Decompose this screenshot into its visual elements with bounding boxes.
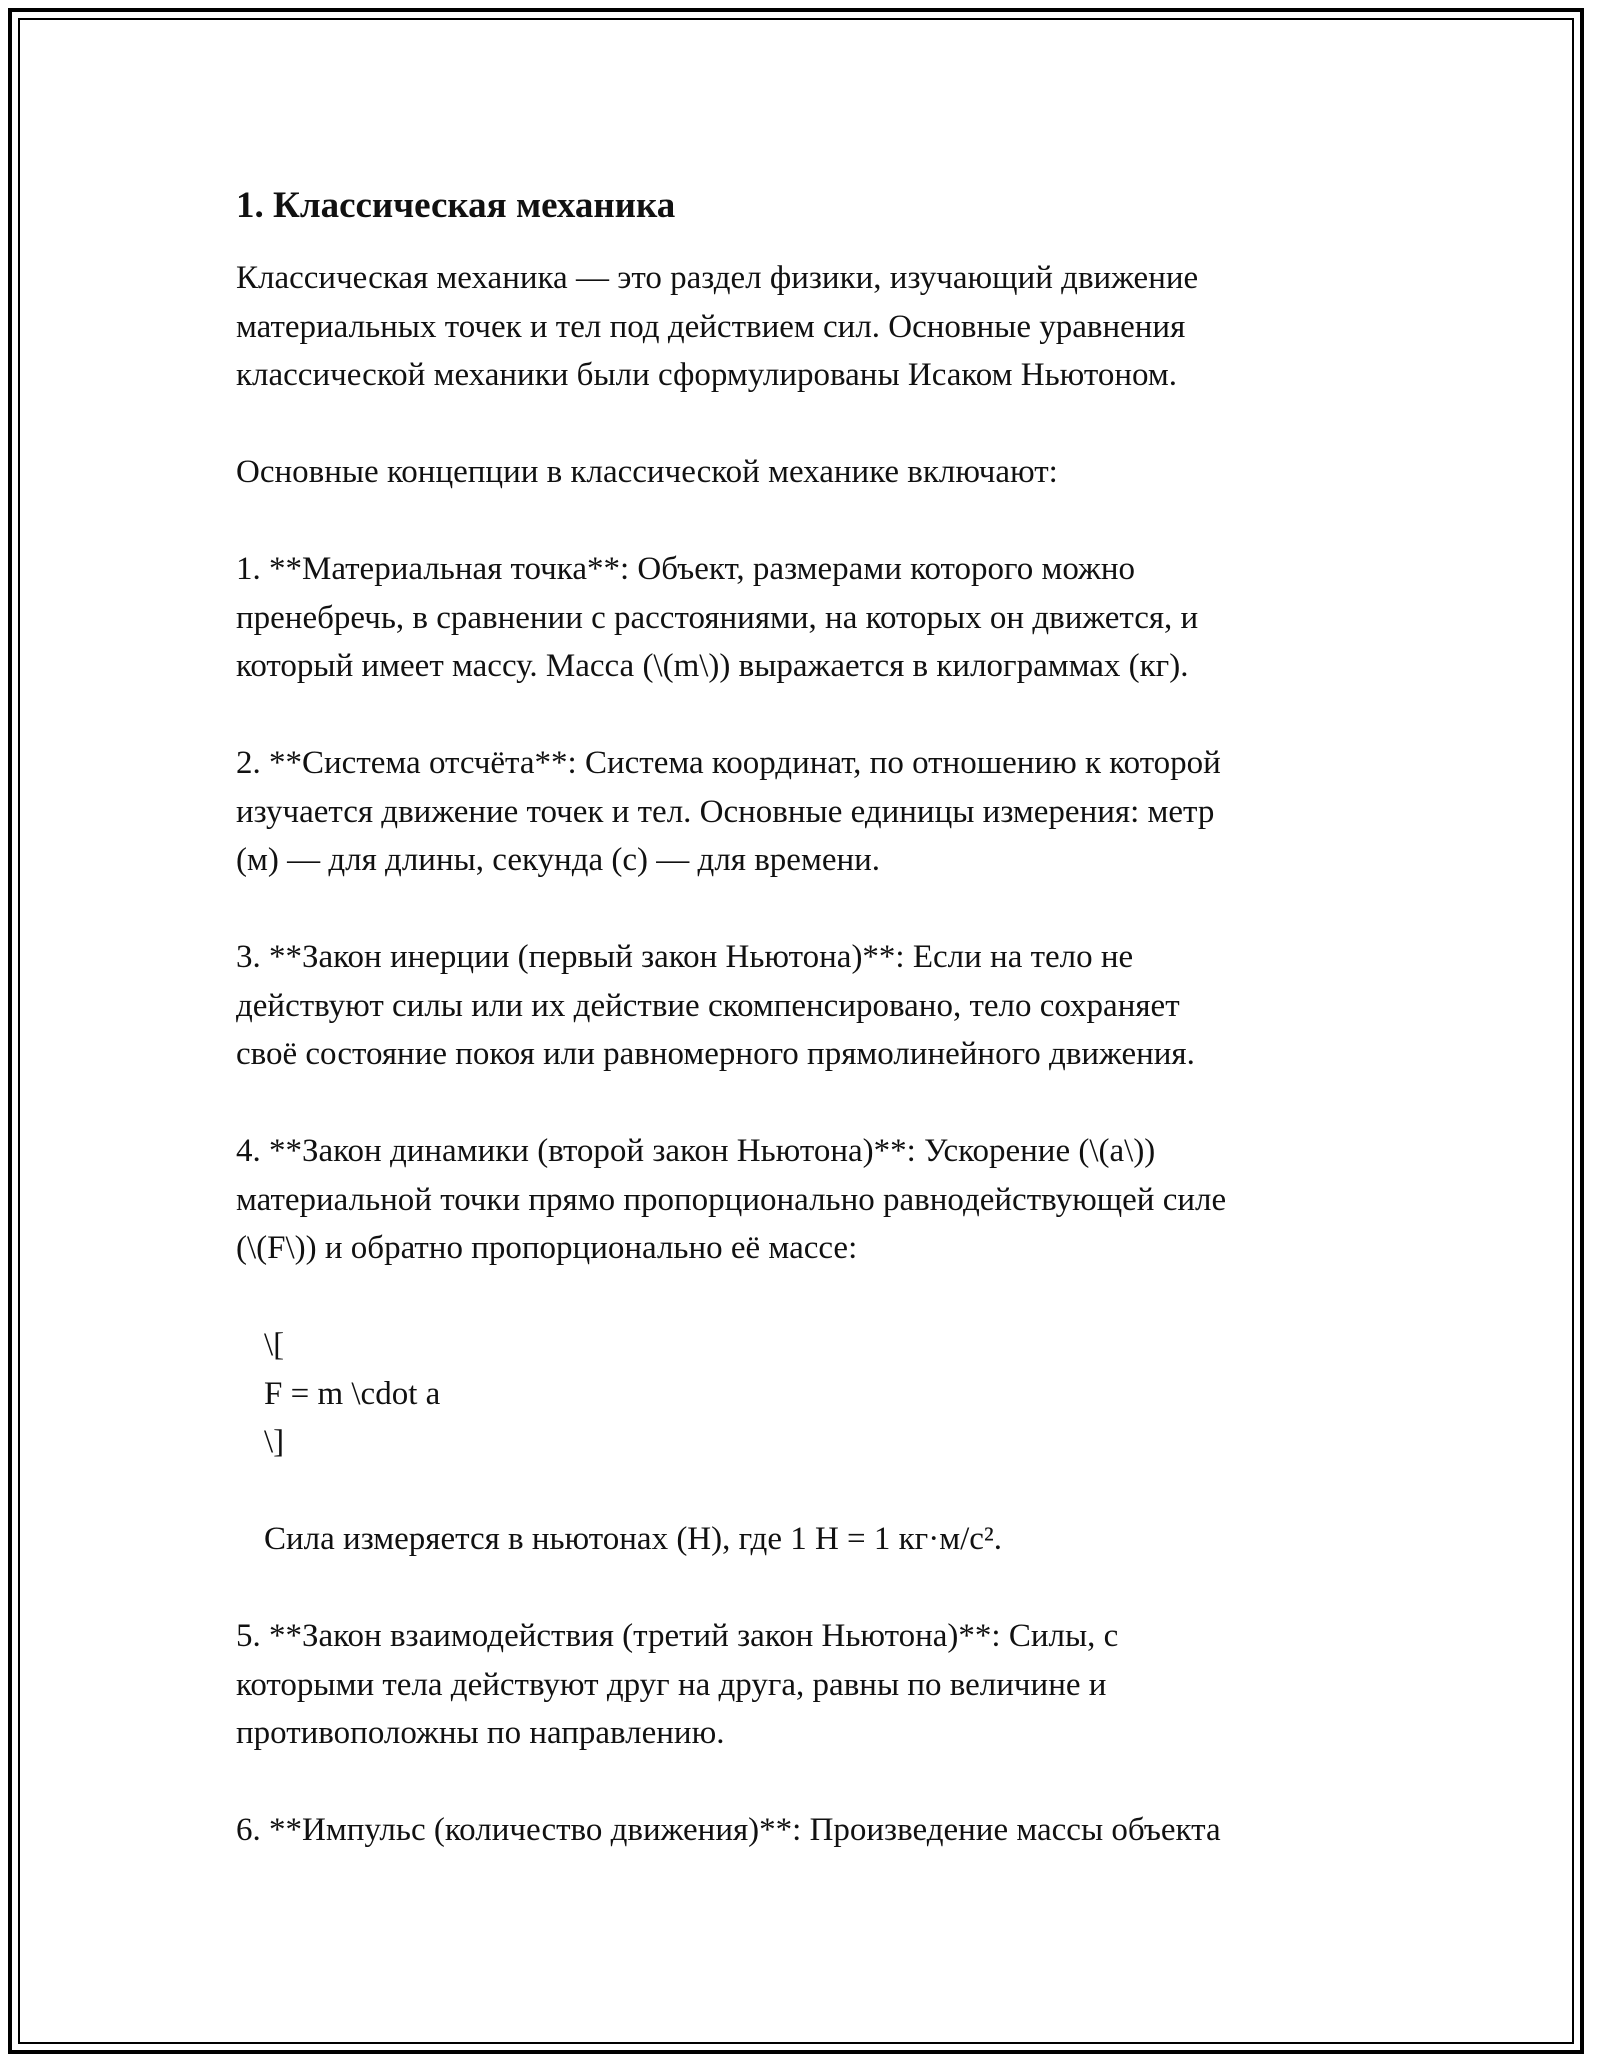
text-line: 6. **Импульс (количество движения)**: Произведение массы объекта <box>236 1812 1221 1848</box>
formula-line: \[ <box>264 1327 285 1363</box>
text-line: изучается движение точек и тел. Основные единицы измерения: метр <box>236 793 1215 830</box>
list-item-dynamics-law <box>236 1127 1396 1273</box>
formula-line: \] <box>264 1424 285 1460</box>
text-line: 5. **Закон взаимодействия (третий закон Ньютона)**: Силы, с <box>236 1618 1119 1654</box>
text-line: Классическая механика — это раздел физики, изучающий движение <box>236 260 1199 296</box>
text-line: 1. **Материальная точка**: Объект, размерами которого можно <box>236 551 1136 587</box>
concepts-lead-paragraph <box>236 448 1396 497</box>
text-line: своё состояние покоя или равномерного прямолинейного движения. <box>236 1036 1195 1072</box>
text-line: 2. **Система отсчёта**: Система координат, по отношению к которой <box>236 745 1221 781</box>
text-line: 4. **Закон динамики (второй закон Ньютона)**: Ускорение (\(a\)) <box>236 1133 1156 1169</box>
text-line: Сила измеряется в ньютонах (Н), где 1 Н = 1 кг·м/с². <box>264 1521 1003 1557</box>
formula-line: F = m \cdot a <box>264 1375 441 1412</box>
section-heading: 1. Классическая механика <box>236 185 676 226</box>
list-item-reference-frame <box>236 739 1396 885</box>
list-item-material-point <box>236 545 1396 691</box>
force-units-paragraph <box>236 1515 1396 1564</box>
text-line: пренебречь, в сравнении с расстояниями, на которых он движется, и <box>236 599 1199 636</box>
text-line: (\(F\)) и обратно пропорционально её массе: <box>236 1230 858 1266</box>
list-item-inertia-law <box>236 933 1396 1079</box>
intro-paragraph <box>236 254 1396 400</box>
text-line: материальной точки прямо пропорционально равнодействующей силе <box>236 1181 1227 1218</box>
text-line: классической механики были сформулированы Исаком Ньютоном. <box>236 357 1177 393</box>
text-line: (м) — для длины, секунда (с) — для времени. <box>236 842 881 878</box>
text-line: Основные концепции в классической механике включают: <box>236 454 1058 490</box>
formula-block <box>236 1321 1396 1467</box>
text-line: материальных точек и тел под действием сил. Основные уравнения <box>236 308 1186 345</box>
text-line: которыми тела действуют друг на друга, равны по величине и <box>236 1666 1107 1703</box>
text-line: который имеет массу. Масса (\(m\)) выражается в килограммах (кг). <box>236 648 1189 684</box>
list-item-interaction-law <box>236 1612 1396 1758</box>
text-line: противоположны по направлению. <box>236 1715 725 1751</box>
document-body <box>236 182 1396 1903</box>
text-line: действуют силы или их действие скомпенсировано, тело сохраняет <box>236 987 1180 1024</box>
text-line: 3. **Закон инерции (первый закон Ньютона)**: Если на тело не <box>236 939 1134 975</box>
list-item-momentum <box>236 1806 1396 1855</box>
